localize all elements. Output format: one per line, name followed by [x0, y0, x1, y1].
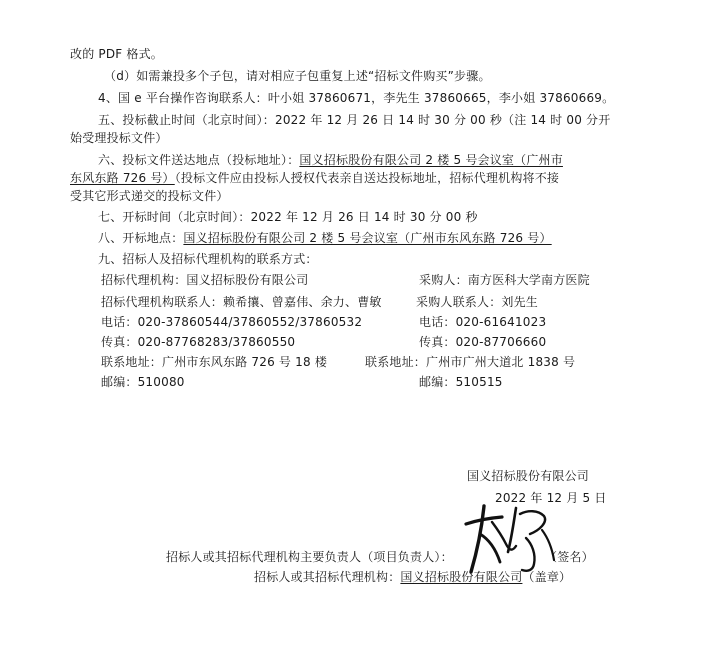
delivery-address-cont: 东风东路 726 号） — [70, 171, 175, 185]
agency-seal-label: 招标人或其招标代理机构： — [254, 570, 401, 584]
line-delivery-location — [98, 151, 563, 169]
delivery-address: 国义招标股份有限公司 2 楼 5 号会议室（广州市 — [299, 153, 563, 167]
signature-drawing — [462, 500, 562, 578]
delivery-label: 六、投标文件送达地点（投标地址）： — [98, 153, 300, 167]
agency-phone: 电话：020-37860544/37860552/37860532 — [101, 315, 363, 329]
line-contact-heading: 九、招标人及招标代理机构的联系方式： — [98, 252, 318, 266]
agency-postcode: 邮编：510080 — [101, 375, 185, 389]
line-delivery-location-cont — [70, 169, 559, 187]
line-multi-package: （d）如需兼投多个子包，请对相应子包重复上述“招标文件购买”步骤。 — [104, 69, 491, 83]
opening-address: 国义招标股份有限公司 2 楼 5 号会议室（广州市东风东路 726 号） — [183, 231, 552, 245]
purchaser-phone: 电话：020-61641023 — [419, 315, 547, 329]
footer-date: 2022 年 12 月 5 日 — [495, 491, 607, 505]
purchaser-fax: 传真：020-87706660 — [419, 335, 547, 349]
line-bid-deadline: 五、投标截止时间（北京时间）：2022 年 12 月 26 日 14 时 30 分 00 秒（注 14 时 00 分开 — [98, 113, 611, 127]
seal-note: （盖章） — [522, 570, 572, 584]
agency-seal-value: 国义招标股份有限公司 — [400, 570, 523, 584]
agency-name: 招标代理机构：国义招标股份有限公司 — [101, 273, 309, 287]
line-platform-contacts: 4、国 e 平台操作咨询联系人：叶小姐 37860671，李先生 37860665，李小姐 37860669。 — [98, 91, 615, 105]
agency-address: 联系地址：广州市东风东路 726 号 18 楼 — [101, 355, 328, 369]
responsible-person-label: 招标人或其招标代理机构主要负责人（项目负责人）： — [166, 550, 453, 564]
line-opening-location — [98, 229, 552, 247]
purchaser-contact: 采购人联系人：刘先生 — [416, 295, 539, 309]
sign-note: （签名） — [545, 550, 594, 564]
line-pdf-format: 改的 PDF 格式。 — [70, 47, 164, 61]
purchaser-name: 采购人：南方医科大学南方医院 — [419, 273, 590, 287]
opening-label: 八、开标地点： — [98, 231, 184, 245]
purchaser-address: 联系地址：广州市广州大道北 1838 号 — [365, 355, 576, 369]
agency-fax: 传真：020-87768283/37860550 — [101, 335, 296, 349]
line-delivery-note-cont: 受其它形式递交的投标文件） — [70, 189, 229, 203]
footer-company: 国义招标股份有限公司 — [467, 469, 590, 483]
purchaser-postcode: 邮编：510515 — [419, 375, 503, 389]
handwritten-signature — [462, 500, 562, 578]
line-bid-deadline-cont: 始受理投标文件） — [70, 131, 168, 145]
line-opening-time: 七、开标时间（北京时间）：2022 年 12 月 26 日 14 时 30 分 00 秒 — [98, 210, 478, 224]
agency-contacts: 招标代理机构联系人：赖希攘、曾嘉伟、余力、曹敏 — [101, 295, 382, 309]
delivery-note: （投标文件应由投标人授权代表亲自送达投标地址，招标代理机构将不接 — [174, 171, 560, 185]
